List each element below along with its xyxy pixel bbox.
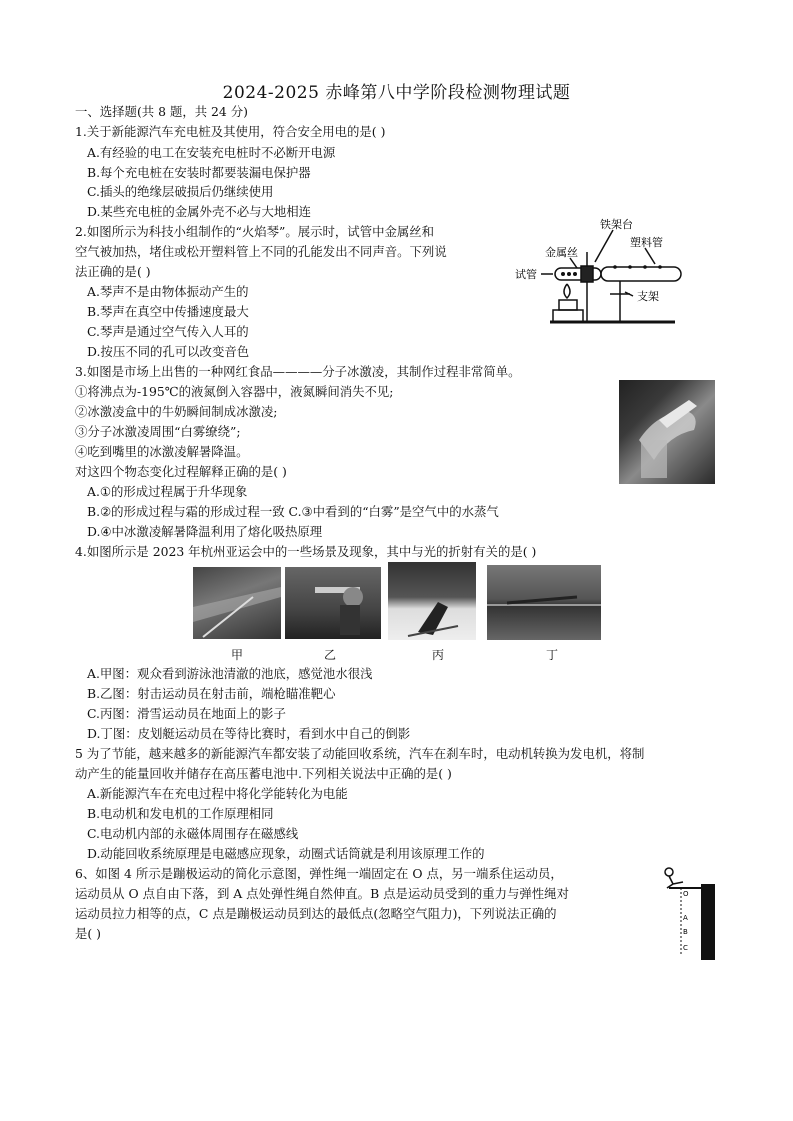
q3-option-a: A.①的形成过程属于升华现象 bbox=[87, 484, 248, 499]
point-b-label: B bbox=[683, 928, 688, 936]
label-plastic-pipe: 塑料管 bbox=[630, 236, 663, 249]
q3-step-3: ③分子冰激凌周围“白雾缭绕”; bbox=[75, 424, 241, 439]
q1-stem: 1.关于新能源汽车充电桩及其使用，符合安全用电的是( ) bbox=[75, 124, 386, 139]
q3-step-1: ①将沸点为-195℃的液氮倒入容器中，液氮瞬间消失不见; bbox=[75, 384, 394, 399]
q5-stem-line1: 5 为了节能，越来越多的新能源汽车都安装了动能回收系统，汽车在刹车时，电动机转换为发电机，将制 bbox=[75, 746, 645, 761]
photo-bing bbox=[388, 562, 476, 640]
q2-stem-line3: 法正确的是( ) bbox=[75, 264, 151, 279]
q3-option-d: D.④中冰激凌解暑降温利用了熔化吸热原理 bbox=[87, 524, 323, 539]
label-metal-wire: 金属丝 bbox=[545, 246, 578, 259]
q6-stem-line3: 运动员拉力相等的点，C 点是蹦极运动员到达的最低点(忽略空气阻力)，下列说法正确的 bbox=[75, 906, 557, 921]
q2-option-b: B.琴声在真空中传播速度最大 bbox=[87, 304, 249, 319]
caption-bing: 丙 bbox=[432, 648, 445, 662]
q1-option-d: D.某些充电桩的金属外壳不必与大地相连 bbox=[87, 204, 312, 219]
q4-option-c: C.丙图：滑雪运动员在地面上的影子 bbox=[87, 706, 286, 721]
q2-stem-line1: 2.如图所示为科技小组制作的“火焰琴”。展示时，试管中金属丝和 bbox=[75, 224, 435, 239]
section-heading: 一、选择题(共 8 题，共 24 分) bbox=[75, 104, 248, 119]
point-c-label: C bbox=[683, 944, 688, 952]
ice-cream-photo bbox=[619, 380, 715, 484]
q5-option-a: A.新能源汽车在充电过程中将化学能转化为电能 bbox=[87, 786, 348, 801]
label-test-tube: 试管 bbox=[515, 268, 537, 281]
q3-ask: 对这四个物态变化过程解释正确的是( ) bbox=[75, 464, 287, 479]
label-support: 支架 bbox=[637, 290, 659, 303]
point-a-label: A bbox=[683, 914, 688, 922]
point-o-label: O bbox=[683, 890, 689, 898]
q3-step-2: ②冰激凌盒中的牛奶瞬间制成冰激凌; bbox=[75, 404, 278, 419]
q4-option-a: A.甲图：观众看到游泳池清澈的池底，感觉池水很浅 bbox=[87, 666, 373, 681]
q5-option-d: D.动能回收系统原理是电磁感应现象，动圈式话筒就是利用该原理工作的 bbox=[87, 846, 485, 861]
q6-stem-line1: 6、如图 4 所示是蹦极运动的简化示意图，弹性绳一端固定在 O 点，另一端系住运动员， bbox=[75, 866, 563, 881]
q1-option-b: B.每个充电桩在安装时都要装漏电保护器 bbox=[87, 165, 311, 180]
q2-option-c: C.琴声是通过空气传入人耳的 bbox=[87, 324, 249, 339]
q6-stem-line2: 运动员从 O 点自由下落，到 A 点处弹性绳自然伸直。B 点是运动员受到的重力与弹性绳对 bbox=[75, 886, 569, 901]
page-title: 2024-2025 赤峰第八中学阶段检测物理试题 bbox=[222, 83, 571, 103]
flame-harp-figure bbox=[515, 212, 695, 327]
q2-stem-line2: 空气被加热，堵住或松开塑料管上不同的孔能发出不同声音。下列说 bbox=[75, 244, 447, 259]
q4-stem: 4.如图所示是 2023 年杭州亚运会中的一些场景及现象，其中与光的折射有关的是( ) bbox=[75, 544, 537, 559]
label-iron-stand: 铁架台 bbox=[600, 218, 633, 231]
q3-option-b: B.②的形成过程与霜的形成过程一致 C.③中看到的“白雾”是空气中的水蒸气 bbox=[87, 504, 499, 519]
q4-option-d: D.丁图：皮划艇运动员在等待比赛时，看到水中自己的倒影 bbox=[87, 726, 411, 741]
q3-step-4: ④吃到嘴里的冰激凌解暑降温。 bbox=[75, 444, 249, 459]
q2-option-a: A.琴声不是由物体振动产生的 bbox=[87, 284, 249, 299]
photo-ding bbox=[487, 565, 601, 640]
photo-jia bbox=[193, 567, 281, 639]
q3-stem: 3.如图是市场上出售的一种网红食品————分子冰激凌，其制作过程非常简单。 bbox=[75, 364, 521, 379]
caption-ding: 丁 bbox=[546, 648, 559, 662]
q2-option-d: D.按压不同的孔可以改变音色 bbox=[87, 344, 250, 359]
q5-option-b: B.电动机和发电机的工作原理相同 bbox=[87, 806, 274, 821]
q4-option-b: B.乙图：射击运动员在射击前，端枪瞄准靶心 bbox=[87, 686, 336, 701]
caption-jia: 甲 bbox=[231, 648, 244, 662]
q1-option-a: A.有经验的电工在安装充电桩时不必断开电源 bbox=[87, 145, 336, 160]
bungee-figure bbox=[655, 866, 721, 962]
caption-yi: 乙 bbox=[324, 648, 337, 662]
q5-stem-line2: 动产生的能量回收并储存在高压蓄电池中.下列相关说法中正确的是( ) bbox=[75, 766, 452, 781]
photo-yi bbox=[285, 567, 381, 639]
q1-option-c: C.插头的绝缘层破损后仍继续使用 bbox=[87, 184, 274, 199]
q5-option-c: C.电动机内部的永磁体周围存在磁感线 bbox=[87, 826, 299, 841]
q6-stem-line4: 是( ) bbox=[75, 926, 101, 941]
